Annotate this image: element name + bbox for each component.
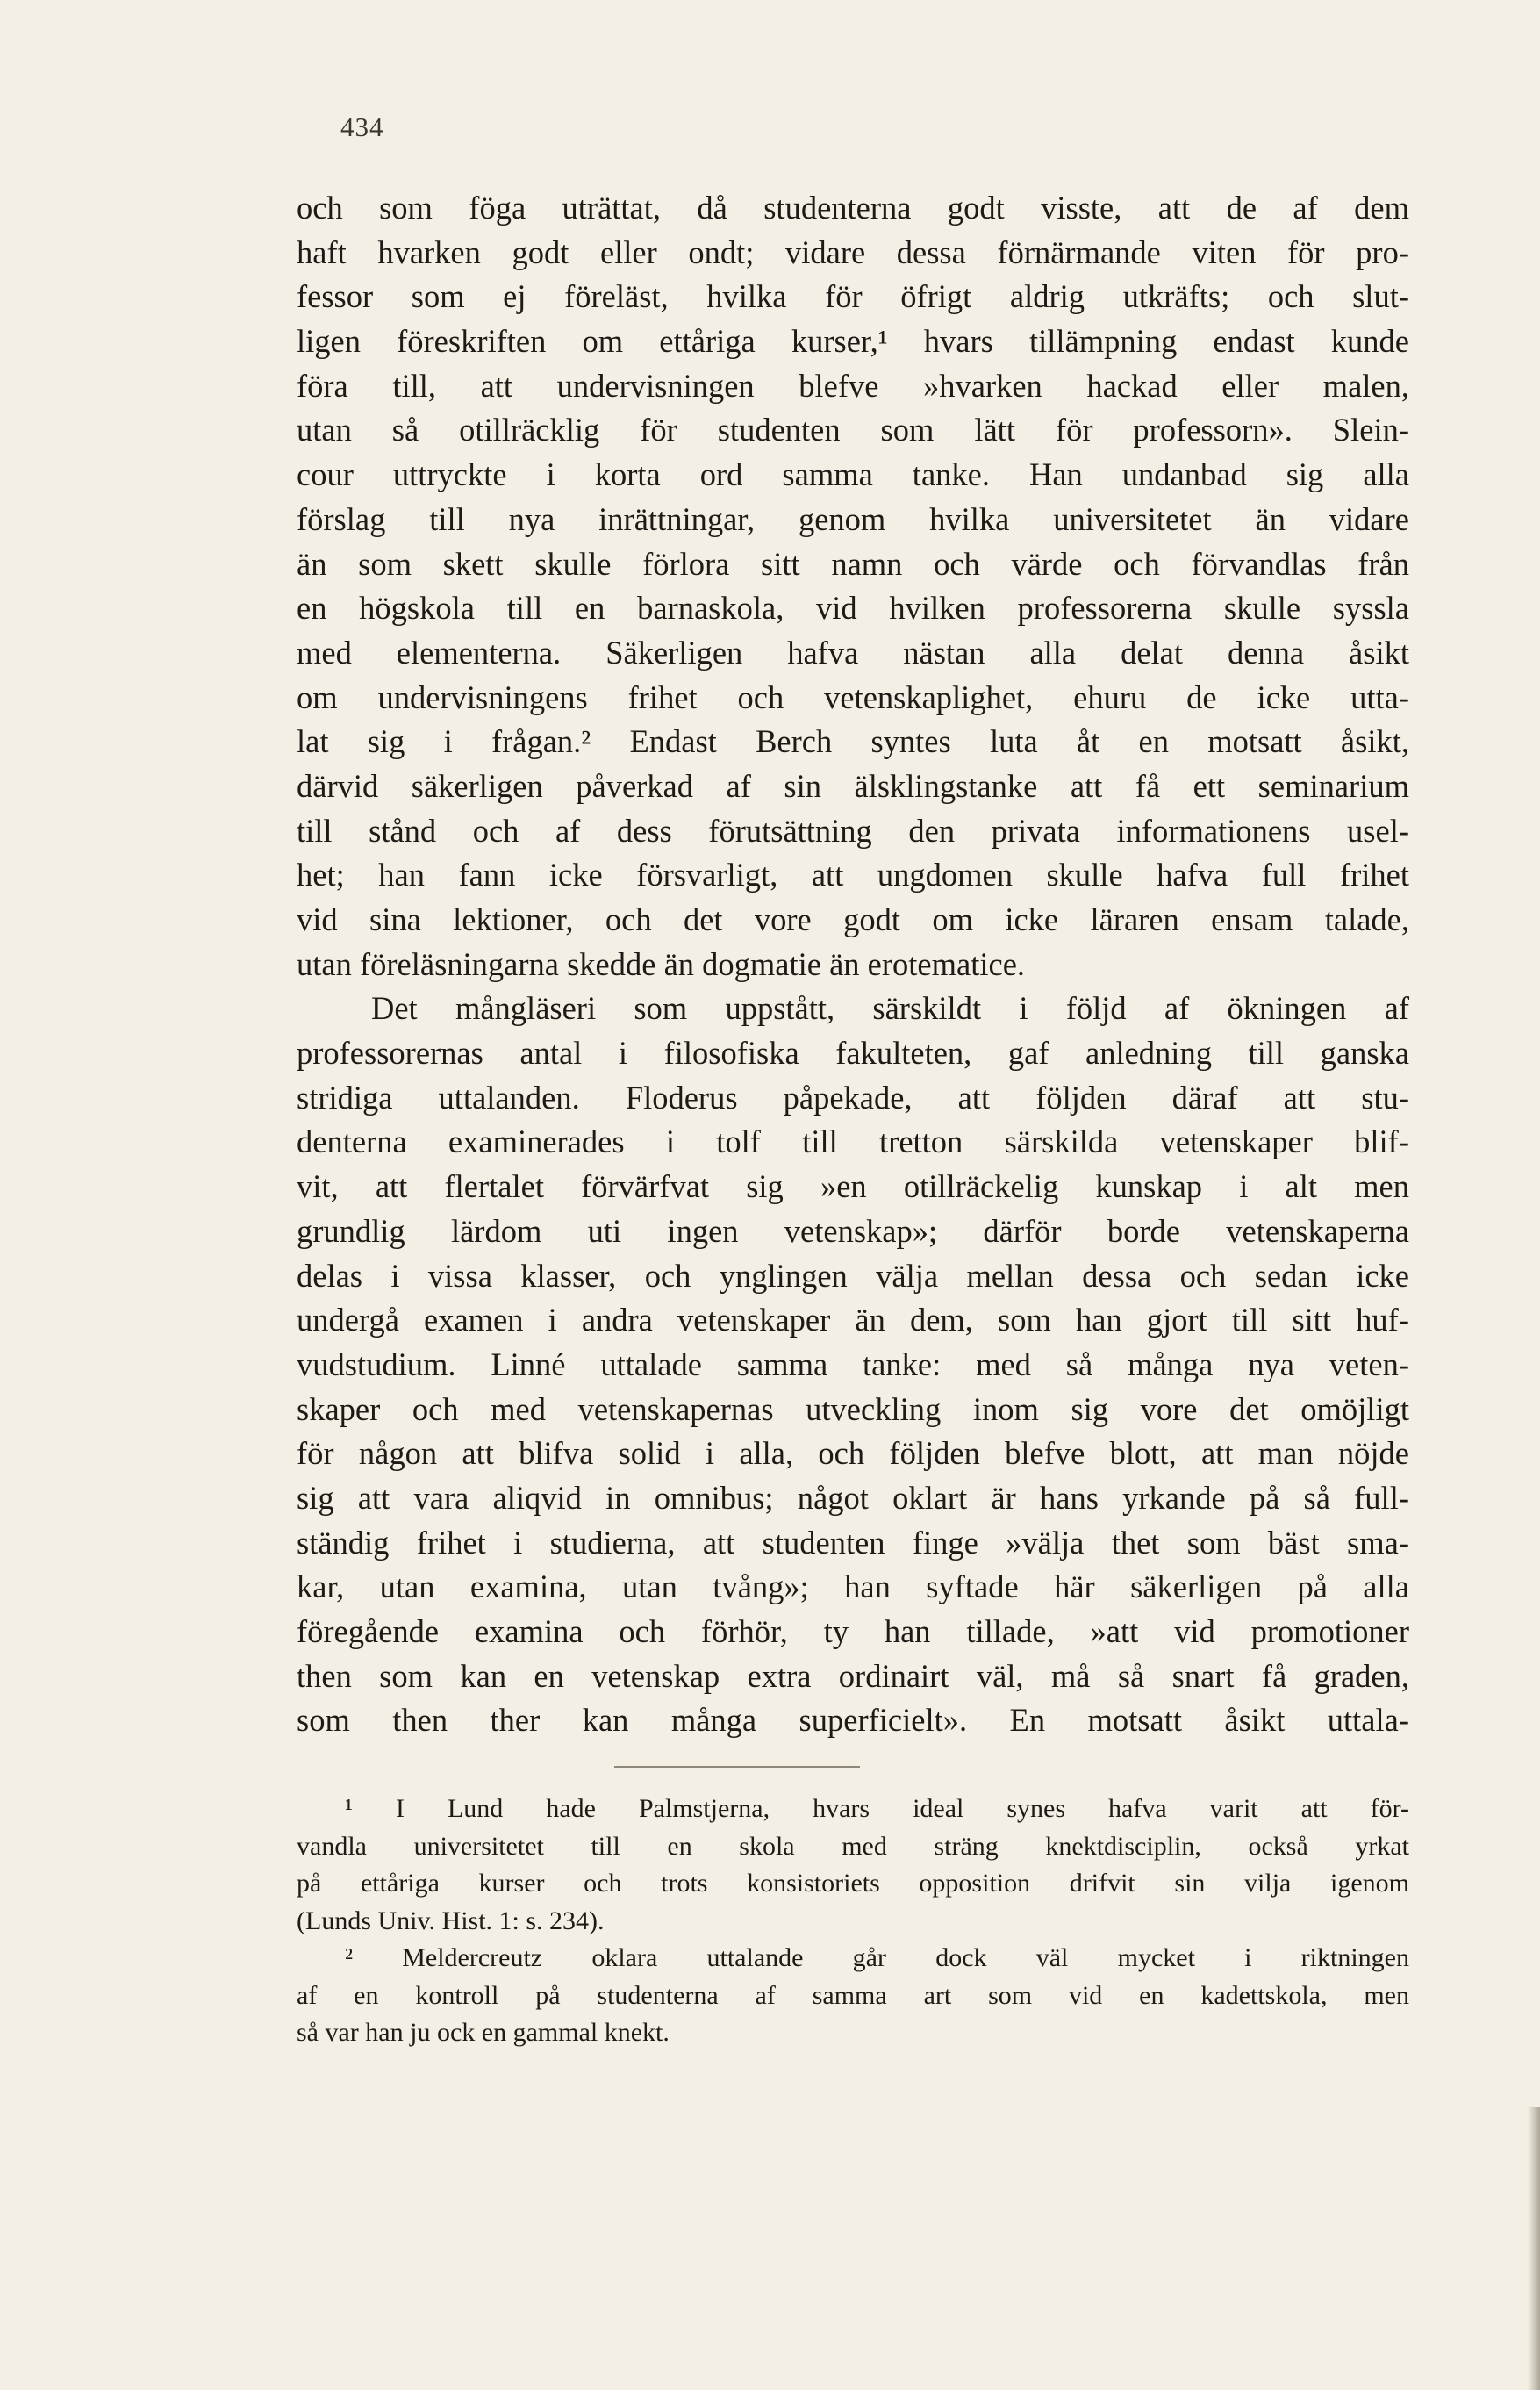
body-line: het; han fann icke försvarligt, att ungdomen skulle hafva full frihet (297, 857, 1409, 894)
footnote-1-line: på ettåriga kurser och trots konsistoriets opposition drifvit sin vilja igenom (297, 1869, 1409, 1898)
body-line: för någon att blifva solid i alla, och följden blefve blott, att man nöjde (297, 1435, 1409, 1472)
body-line: sig att vara aliqvid in omnibus; något oklart är hans yrkande på så full- (297, 1479, 1409, 1516)
body-line: lat sig i frågan.² Endast Berch syntes luta åt en motsatt åsikt, (297, 723, 1409, 760)
body-line: ligen föreskriften om ettåriga kurser,¹ hvars tillämpning endast kunde (297, 323, 1409, 360)
page-number: 434 (340, 111, 384, 142)
body-line: en högskola till en barnaskola, vid hvilken professorerna skulle syssla (297, 590, 1409, 627)
body-line: grundlig lärdom uti ingen vetenskap»; därför borde vetenskaperna (297, 1212, 1409, 1249)
body-line: föregående examina och förhör, ty han tillade, »att vid promotioner (297, 1613, 1409, 1649)
body-line: utan så otillräcklig för studenten som lätt för professorn». Slein- (297, 412, 1409, 449)
body-line: och som föga uträttat, då studenterna godt visste, att de af dem (297, 190, 1409, 226)
body-line: then som kan en vetenskap extra ordinairt väl, må så snart få graden, (297, 1657, 1409, 1694)
body-line: haft hvarken godt eller ondt; vidare dessa förnärmande viten för pro- (297, 233, 1409, 270)
footnote-separator-rule (614, 1766, 860, 1768)
body-line: föra till, att undervisningen blefve »hvarken hackad eller malen, (297, 367, 1409, 404)
footnotes (297, 1791, 1409, 2052)
body-line: än som skett skulle förlora sitt namn och värde och förvandlas från (297, 545, 1409, 582)
body-line: denterna examinerades i tolf till tretton särskilda vetenskaper blif- (297, 1123, 1409, 1160)
body-line: professorernas antal i filosofiska fakulteten, gaf anledning till ganska (297, 1035, 1409, 1072)
footnote-2-line: ² Meldercreutz oklara uttalande går dock väl mycket i riktningen (345, 1943, 1409, 1972)
body-line: vit, att flertalet förvärfvat sig »en otillräckelig kunskap i alt men (297, 1168, 1409, 1205)
body-line: ständig frihet i studierna, att studenten finge »välja thet som bäst sma- (297, 1524, 1409, 1561)
paragraph-start-line: Det mångläseri som uppstått, särskildt i följd af ökningen af (371, 990, 1409, 1027)
page-edge-shadow (1528, 2107, 1540, 2390)
body-line: därvid säkerligen påverkad af sin älsklingstanke att få ett seminarium (297, 767, 1409, 804)
body-line: som then ther kan många superficielt». En motsatt åsikt uttala- (297, 1702, 1409, 1739)
body-line: med elementerna. Säkerligen hafva nästan alla delat denna åsikt (297, 634, 1409, 671)
body-line: undergå examen i andra vetenskaper än dem, som han gjort till sitt huf- (297, 1302, 1409, 1339)
body-line: stridiga uttalanden. Floderus påpekade, att följden däraf att stu- (297, 1079, 1409, 1116)
footnote-1-line: ¹ I Lund hade Palmstjerna, hvars ideal synes hafva varit att för- (345, 1794, 1409, 1823)
body-line: fessor som ej föreläst, hvilka för öfrigt aldrig utkräfts; och slut- (297, 278, 1409, 315)
footnote-1-line: (Lunds Univ. Hist. 1: s. 234). (297, 1906, 605, 1935)
body-line: förslag till nya inrättningar, genom hvilka universitetet än vidare (297, 500, 1409, 537)
body-line: kar, utan examina, utan tvång»; han syftade här säkerligen på alla (297, 1568, 1409, 1605)
body-line: delas i vissa klasser, och ynglingen välja mellan dessa och sedan icke (297, 1257, 1409, 1294)
body-line: utan föreläsningarna skedde än dogmatie än erotematice. (297, 945, 1026, 982)
body-line: om undervisningens frihet och vetenskaplighet, ehuru de icke utta- (297, 678, 1409, 715)
body-line: skaper och med vetenskapernas utveckling inom sig vore det omöjligt (297, 1390, 1409, 1427)
footnote-2-line: af en kontroll på studenterna af samma art som vid en kadettskola, men (297, 1980, 1409, 2010)
body-line: till stånd och af dess förutsättning den privata informationens usel- (297, 812, 1409, 849)
body-text (297, 186, 1409, 1743)
footnote-2-line: så var han ju ock en gammal knekt. (297, 2018, 670, 2047)
body-line: cour uttryckte i korta ord samma tanke. Han undanbad sig alla (297, 456, 1409, 493)
body-line: vudstudium. Linné uttalade samma tanke: med så många nya veten- (297, 1346, 1409, 1382)
body-line: vid sina lektioner, och det vore godt om icke läraren ensam talade, (297, 901, 1409, 937)
footnote-1-line: vandla universitetet till en skola med sträng knektdisciplin, också yrkat (297, 1831, 1409, 1861)
